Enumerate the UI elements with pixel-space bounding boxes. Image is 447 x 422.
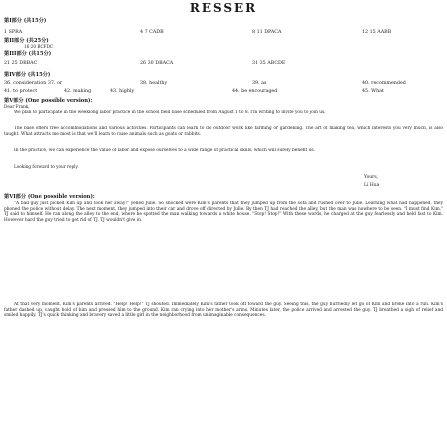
story-paragraph-1: "A bad guy just picked Kim up and took her away!" yelled Julie. So shocked were Kim's parents that they jumped up from the sofa and rushed over to Julie. Learning what had happened, they phoned the police without delay. The next moment, they jumped into their car and drove off directed by Julie. By then TJ had reached the alley, but the man was nowhere to be seen. "I must find Kim," TJ said to himself. He ran along the alley to the end, where he spotted the man walking towards a white house. "Stop! Stop!" With these words, he charged at the guy fearlessly and held fast to Kim. However hard the guy tried to get rid of TJ, TJ wouldn't give in. <box>4 201 443 224</box>
letter-closing: Looking forward to your reply. <box>14 164 79 169</box>
story-paragraph-2: At that very moment, Kim's parents arrived. "Help! Help!" TJ shouted. Immediately Kim's father took off toward the guy. Seeing this, the guy hurriedly let go of Kim and broke into a run. Kim's father dashed up, caught hold of him and pressed him to the ground. Kim ran crying into her mother's arms. Minutes later, the police arrived and arrested the guy. TJ breathed a sigh of relief and smiled happily. TJ's quick thinking and bravery saved a little girl in the neighborhood from unimaginable consequences. <box>4 302 443 319</box>
part6-heading: 第V部分 (One possible version): <box>4 98 93 104</box>
letter-salutation: Dear Frank, <box>4 104 30 109</box>
part2-sub: 16 20 BCFDC <box>24 44 54 49</box>
part1-option-4: 12 15 AABB <box>362 30 392 35</box>
part1-heading: 第I部分 (共15分) <box>4 18 47 24</box>
letter-paragraph-1: We plan to participate in the weeklong labor practice in the school field base scheduled from August 1 to 8. I'm writing to invite you to join us. <box>14 110 326 115</box>
page-title: RESSER <box>189 1 258 15</box>
part5-item-42: 42. making <box>64 89 92 94</box>
part1-option-2: 4 7 CADB <box>140 30 164 35</box>
part5-item-45: 45. What <box>362 89 384 94</box>
letter-paragraph-2: The base offers free accommodations and various activities. Participants can learn to do outdoor work like farming or gardening. The art of making tea, which interests you very much, is also taught. What attracts me most is that we'll learn to raise animals such as goats or rabbits. <box>4 126 443 137</box>
part5-item-36: 36. consideration 37. or <box>4 81 63 86</box>
part5-heading: 第IV部分 (共15分) <box>4 72 51 78</box>
part1-option-3: 8 11 DPACA <box>252 30 282 35</box>
part5-item-44: 44. be encouraged <box>232 89 278 94</box>
part5-item-39: 39. as <box>252 81 267 86</box>
part5-item-38: 38. healthy <box>140 81 168 86</box>
part4-option-2: 26 30 DBACA <box>140 61 174 66</box>
letter-signature: Li Hua <box>364 183 380 188</box>
part5-item-40: 40. recommended <box>362 81 406 86</box>
part1-option-1: 1 SPRA <box>4 30 23 35</box>
letter-paragraph-3: In the practice, we can experience the value of labor and expose ourselves to a wide range of practical skills, which will surely benefit us. <box>14 148 315 153</box>
part7-heading: 第VI部分 (One possible version): <box>4 194 95 200</box>
part5-item-41: 41. to protect <box>4 89 38 94</box>
part3-heading: 第III部分 (共15分) <box>4 51 52 57</box>
part4-option-1: 21 25 DBBAC <box>4 61 38 66</box>
part5-item-43: 43. highly <box>110 89 135 94</box>
part4-option-3: 31 35 ABCDE <box>252 61 286 66</box>
letter-sign-off: Yours, <box>364 175 379 180</box>
part2-heading: 第II部分 (共25分) <box>4 38 49 44</box>
